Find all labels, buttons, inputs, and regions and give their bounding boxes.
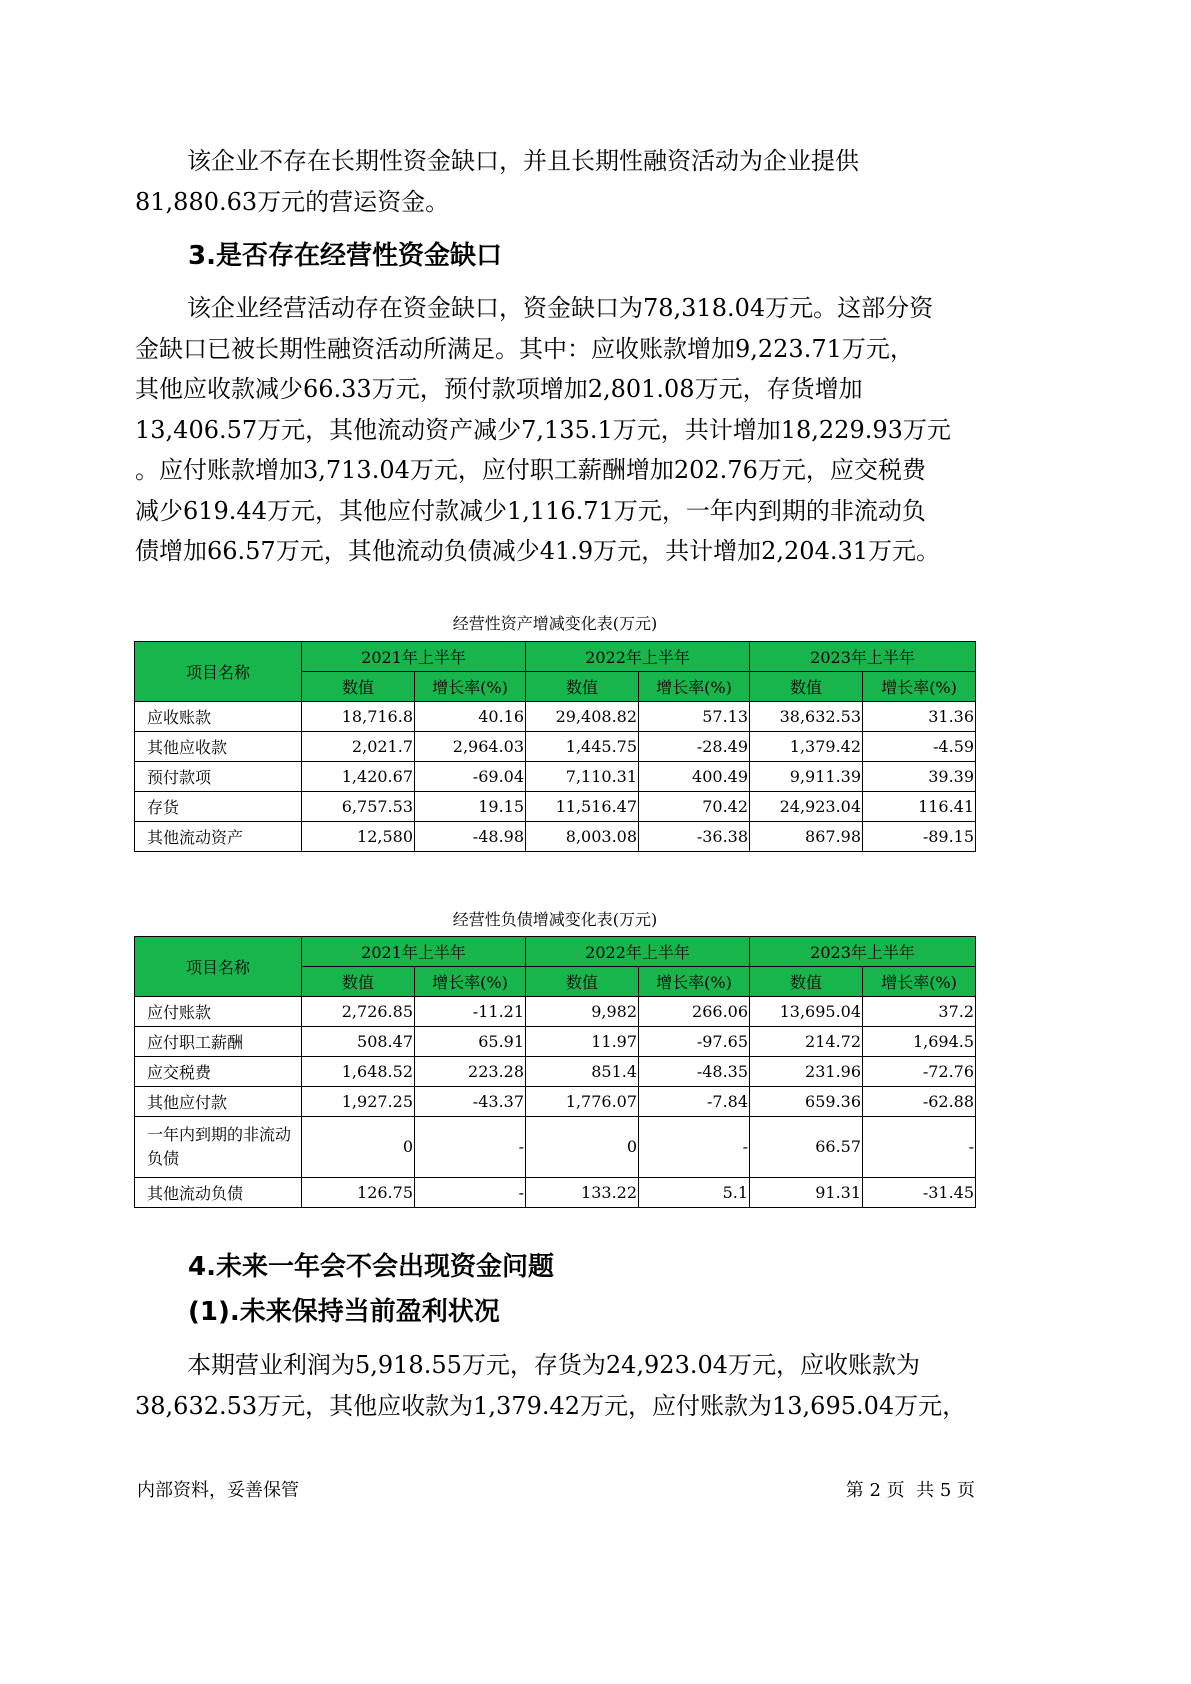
cell-value: 66.57 <box>750 1117 863 1178</box>
table-row <box>135 1057 976 1087</box>
cell-value: 214.72 <box>750 1027 863 1057</box>
section3-heading: 3.是否存在经营性资金缺口 <box>188 241 502 271</box>
cell-value: 867.98 <box>750 822 863 852</box>
intro-line-2: 81,880.63万元的营运资金。 <box>135 187 450 216</box>
table-row <box>135 1117 976 1178</box>
table-row <box>135 822 976 852</box>
asset-table <box>134 641 976 852</box>
section4-heading: 4.未来一年会不会出现资金问题 <box>188 1252 554 1282</box>
cell-rate: -28.49 <box>639 732 750 762</box>
cell-rate: 65.91 <box>415 1027 526 1057</box>
row-name: 应付账款 <box>135 997 302 1027</box>
row-name: 一年内到期的非流动负债 <box>135 1117 302 1178</box>
cell-value: 6,757.53 <box>302 792 415 822</box>
liability-table <box>134 936 976 1208</box>
liability-header-value: 数值 <box>750 967 863 997</box>
row-name: 其他流动负债 <box>135 1178 302 1208</box>
cell-value: 8,003.08 <box>526 822 639 852</box>
intro-line-1: 该企业不存在长期性资金缺口，并且长期性融资活动为企业提供 <box>187 147 859 175</box>
section3-line-1: 该企业经营活动存在资金缺口，资金缺口为78,318.04万元。这部分资 <box>187 294 934 322</box>
asset-header-value: 数值 <box>526 672 639 702</box>
asset-header-name: 项目名称 <box>135 642 302 702</box>
asset-header-year: 2021年上半年 <box>302 642 526 672</box>
section4-paragraph <box>135 1345 980 1426</box>
table-row <box>135 1027 976 1057</box>
liability-header-year: 2021年上半年 <box>302 937 526 967</box>
row-name: 应付职工薪酬 <box>135 1027 302 1057</box>
footer-page-number: 第 2 页 共 5 页 <box>845 1480 975 1501</box>
table-row <box>135 1178 976 1208</box>
cell-rate: 400.49 <box>639 762 750 792</box>
cell-value: 38,632.53 <box>750 702 863 732</box>
cell-rate: 223.28 <box>415 1057 526 1087</box>
footer-confidential-note: 内部资料，妥善保管 <box>137 1480 299 1501</box>
cell-value: 13,695.04 <box>750 997 863 1027</box>
section4-line-1: 本期营业利润为5,918.55万元，存货为24,923.04万元，应收账款为 <box>187 1351 921 1379</box>
section3-line-4: 13,406.57万元，其他流动资产减少7,135.1万元，共计增加18,229.93万元 <box>135 415 951 444</box>
liability-header-rate: 增长率(%) <box>639 967 750 997</box>
cell-value: 11,516.47 <box>526 792 639 822</box>
cell-rate: 19.15 <box>415 792 526 822</box>
asset-header-rate: 增长率(%) <box>639 672 750 702</box>
cell-rate: 57.13 <box>639 702 750 732</box>
row-name: 其他流动资产 <box>135 822 302 852</box>
cell-value: 24,923.04 <box>750 792 863 822</box>
asset-header-rate: 增长率(%) <box>863 672 976 702</box>
cell-value: 231.96 <box>750 1057 863 1087</box>
liability-header-rate: 增长率(%) <box>415 967 526 997</box>
section3-paragraph <box>135 288 980 572</box>
liability-header-year: 2023年上半年 <box>750 937 976 967</box>
table-row <box>135 702 976 732</box>
liability-table-caption: 经营性负债增减变化表(万元) <box>452 910 658 929</box>
cell-rate: -69.04 <box>415 762 526 792</box>
cell-value: 91.31 <box>750 1178 863 1208</box>
table-row <box>135 762 976 792</box>
cell-value: 1,648.52 <box>302 1057 415 1087</box>
cell-rate: -72.76 <box>863 1057 976 1087</box>
cell-value: 1,420.67 <box>302 762 415 792</box>
table-row <box>135 997 976 1027</box>
row-name: 其他应收款 <box>135 732 302 762</box>
cell-value: 1,379.42 <box>750 732 863 762</box>
table-row <box>135 1087 976 1117</box>
cell-value: 9,982 <box>526 997 639 1027</box>
cell-rate: 116.41 <box>863 792 976 822</box>
cell-value: 1,927.25 <box>302 1087 415 1117</box>
cell-rate: -43.37 <box>415 1087 526 1117</box>
section4-subheading: (1).未来保持当前盈利状况 <box>188 1297 500 1327</box>
cell-value: 0 <box>526 1117 639 1178</box>
cell-value: 7,110.31 <box>526 762 639 792</box>
cell-value: 29,408.82 <box>526 702 639 732</box>
cell-rate: 37.2 <box>863 997 976 1027</box>
section3-line-6: 减少619.44万元，其他应付款减少1,116.71万元，一年内到期的非流动负 <box>135 496 926 525</box>
cell-rate: 31.36 <box>863 702 976 732</box>
section3-line-7: 债增加66.57万元，其他流动负债减少41.9万元，共计增加2,204.31万元。 <box>135 537 941 565</box>
cell-rate: 40.16 <box>415 702 526 732</box>
table-row <box>135 792 976 822</box>
liability-header-value: 数值 <box>302 967 415 997</box>
cell-rate: - <box>415 1178 526 1208</box>
liability-header-rate: 增长率(%) <box>863 967 976 997</box>
asset-header-rate: 增长率(%) <box>415 672 526 702</box>
asset-header-value: 数值 <box>750 672 863 702</box>
cell-value: 0 <box>302 1117 415 1178</box>
cell-rate: -62.88 <box>863 1087 976 1117</box>
cell-value: 126.75 <box>302 1178 415 1208</box>
cell-rate: -7.84 <box>639 1087 750 1117</box>
cell-rate: 2,964.03 <box>415 732 526 762</box>
liability-header-name: 项目名称 <box>135 937 302 997</box>
row-name: 存货 <box>135 792 302 822</box>
cell-rate: -89.15 <box>863 822 976 852</box>
cell-value: 2,726.85 <box>302 997 415 1027</box>
section3-line-3: 其他应收款减少66.33万元，预付款项增加2,801.08万元，存货增加 <box>135 375 863 403</box>
row-name: 其他应付款 <box>135 1087 302 1117</box>
cell-rate: - <box>639 1117 750 1178</box>
liability-header-year: 2022年上半年 <box>526 937 750 967</box>
cell-value: 18,716.8 <box>302 702 415 732</box>
cell-rate: 1,694.5 <box>863 1027 976 1057</box>
cell-value: 2,021.7 <box>302 732 415 762</box>
cell-rate: -97.65 <box>639 1027 750 1057</box>
cell-rate: -36.38 <box>639 822 750 852</box>
section4-line-2: 38,632.53万元，其他应收款为1,379.42万元，应付账款为13,695.04万元， <box>135 1391 967 1420</box>
asset-header-value: 数值 <box>302 672 415 702</box>
cell-value: 851.4 <box>526 1057 639 1087</box>
cell-value: 1,445.75 <box>526 732 639 762</box>
cell-value: 508.47 <box>302 1027 415 1057</box>
table-row <box>135 732 976 762</box>
row-name: 预付款项 <box>135 762 302 792</box>
cell-rate: 5.1 <box>639 1178 750 1208</box>
cell-rate: 266.06 <box>639 997 750 1027</box>
asset-header-year: 2023年上半年 <box>750 642 976 672</box>
row-name: 应交税费 <box>135 1057 302 1087</box>
row-name: 应收账款 <box>135 702 302 732</box>
section3-line-5: 。应付账款增加3,713.04万元，应付职工薪酬增加202.76万元，应交税费 <box>135 456 926 484</box>
asset-header-year: 2022年上半年 <box>526 642 750 672</box>
cell-rate: -11.21 <box>415 997 526 1027</box>
intro-paragraph <box>135 141 980 222</box>
asset-table-caption: 经营性资产增减变化表(万元) <box>452 614 658 633</box>
cell-rate: 70.42 <box>639 792 750 822</box>
cell-rate: - <box>863 1117 976 1178</box>
cell-value: 659.36 <box>750 1087 863 1117</box>
cell-rate: - <box>415 1117 526 1178</box>
section3-line-2: 金缺口已被长期性融资活动所满足。其中：应收账款增加9,223.71万元， <box>135 334 914 363</box>
cell-value: 9,911.39 <box>750 762 863 792</box>
cell-rate: -48.35 <box>639 1057 750 1087</box>
cell-value: 1,776.07 <box>526 1087 639 1117</box>
cell-rate: -4.59 <box>863 732 976 762</box>
liability-header-value: 数值 <box>526 967 639 997</box>
cell-rate: -48.98 <box>415 822 526 852</box>
cell-value: 133.22 <box>526 1178 639 1208</box>
cell-value: 12,580 <box>302 822 415 852</box>
cell-rate: 39.39 <box>863 762 976 792</box>
cell-rate: -31.45 <box>863 1178 976 1208</box>
cell-value: 11.97 <box>526 1027 639 1057</box>
